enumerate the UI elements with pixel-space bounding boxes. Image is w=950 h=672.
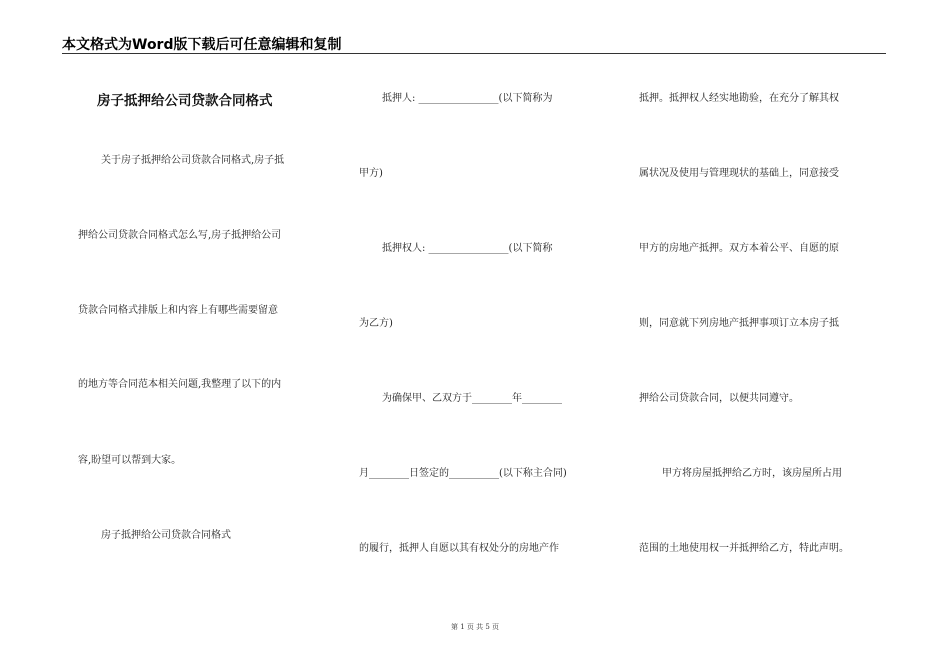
- col3-line-6: 甲方将房屋抵押给乙方时，该房屋所占用: [662, 468, 842, 479]
- col1-line-3: 贷款合同格式排版上和内容上有哪些需要留意: [78, 305, 278, 316]
- col2-line-1: 抵押人: ________________(以下简称为: [382, 93, 553, 104]
- document-header: 本文格式为Word版下载后可任意编辑和复制: [62, 37, 342, 53]
- col1-line-1: 关于房子抵押给公司贷款合同格式,房子抵: [101, 155, 285, 166]
- document-title: 房子抵押给公司贷款合同格式: [97, 93, 273, 109]
- col3-line-7: 范围的土地使用权一并抵押给乙方，特此声明。: [639, 543, 849, 554]
- col3-line-3: 甲方的房地产抵押。双方本着公平、自愿的原: [639, 243, 839, 254]
- col1-line-4: 的地方等合同范本相关问题,我整理了以下的内: [78, 379, 282, 390]
- col2-line-3: 抵押权人: ________________(以下简称: [382, 243, 553, 254]
- col3-line-4: 则，同意就下列房地产抵押事项订立本房子抵: [639, 318, 839, 329]
- col2-line-4: 为乙方): [359, 318, 393, 329]
- col2-line-2: 甲方): [359, 168, 383, 179]
- col2-line-5: 为确保甲、乙双方于________年________: [382, 393, 562, 404]
- col1-line-2: 押给公司贷款合同格式怎么写,房子抵押给公司: [78, 230, 282, 241]
- col3-line-5: 押给公司贷款合同，以便共同遵守。: [639, 393, 799, 404]
- col2-line-7: 的履行，抵押人自愿以其有权处分的房地产作: [359, 543, 559, 554]
- header-divider: [62, 53, 886, 54]
- page-footer: 第 1 页 共 5 页: [450, 623, 500, 631]
- col1-line-5: 容,盼望可以帮到大家。: [78, 455, 182, 466]
- col3-line-2: 属状况及使用与管理现状的基础上，同意接受: [639, 168, 839, 179]
- col3-line-1: 抵押。抵押权人经实地勘验，在充分了解其权: [639, 93, 839, 104]
- col2-line-6: 月________日签定的__________(以下称主合同): [359, 468, 567, 479]
- col1-line-6: 房子抵押给公司贷款合同格式: [101, 530, 231, 541]
